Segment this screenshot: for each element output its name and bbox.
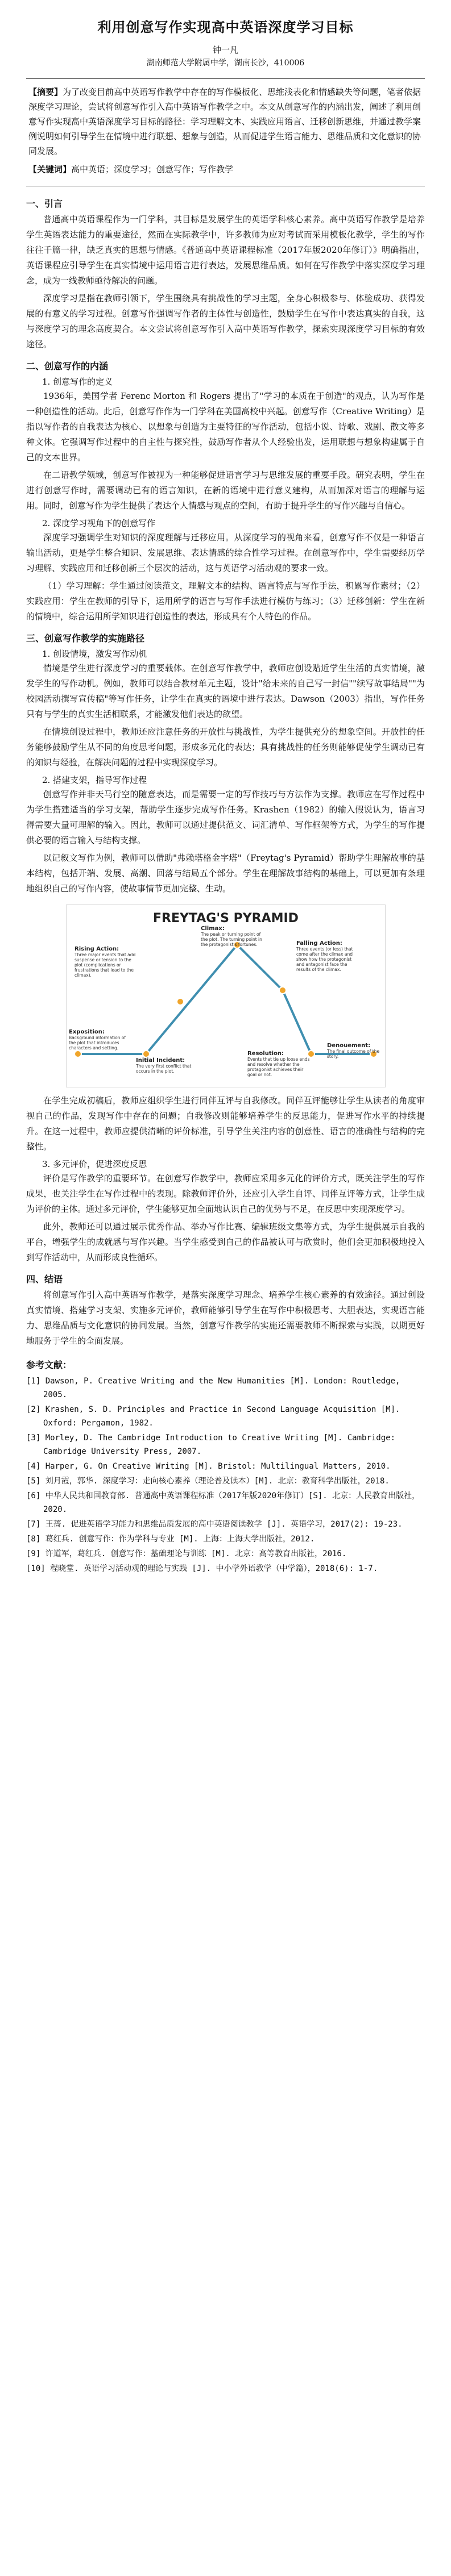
keywords-text: 高中英语；深度学习；创意写作；写作教学 [71,164,234,174]
plot-desc-falling: Three events (or less) that come after the climax and show how the protagonist and antagonist face the results of the climax. [296,947,353,972]
subsection-heading: 3. 多元评价，促进深度反思 [42,1159,147,1169]
subsection-heading: 2. 搭建支架，指导写作过程 [42,775,147,785]
plot-label-falling: Falling Action: [296,940,342,947]
plot-desc-wrap-denouement [327,1049,385,1074]
plot-label-resolution: Resolution: [247,1051,284,1057]
plot-point-falling [279,987,286,994]
plot-label-exposition: Exposition: [68,1029,105,1035]
reference-item: [5] 刘月霞，郭华. 深度学习：走向核心素养（理论普及读本）[M]. 北京：教育科学出版社，2018. [26,1477,390,1486]
body-paragraph: （1）学习理解：学生通过阅读范文，理解文本的结构、语言特点与写作手法，积累写作素材；（2）实践应用：学生在教师的引导下，运用所学的语言与写作手法进行模仿与练习；（3）迁移创新：学生在新的情境中，综合运用所学知识进行创造性的表达，形成具有个人特色的作品。 [26,581,425,622]
keywords-label: 【关键词】 [28,164,72,174]
section-heading: 一、引言 [26,198,63,209]
author-name: 钟一凡 [212,45,238,55]
references-list [26,1374,425,1575]
body-paragraph: 普通高中英语课程作为一门学科，其目标是发展学生的英语学科核心素养。高中英语写作教学是培养学生英语表达能力的重要途径，然而在实际教学中，许多教师为应对考试而采用模板化教学，学生的写作往往千篇一律，缺乏真实的思想与情感。《普通高中英语课程标准（2017年版2020年修订）》明确指出，英语课程应引导学生在真实情境中运用语言进行表达，发展思维品质。如何在写作教学中落实深度学习理念，成为一线教师亟待解决的问题。 [26,214,425,286]
body-paragraph: 在学生完成初稿后，教师应组织学生进行同伴互评与自我修改。同伴互评能够让学生从读者的角度审视自己的作品，发现写作中存在的问题；自我修改则能够培养学生的反思能力，促进写作水平的持续提升。在这一过程中，教师应提供清晰的评价标准，引导学生关注内容的创意性、语言的准确性与结构的完整性。 [26,1095,425,1152]
plot-desc-climax: The peak or turning point of the plot. The turning point in the protagonist's fortunes. [200,932,262,947]
plot-desc-resolution: Events that tie up loose ends and resolve whether the protagonist achieves their goal or not. [247,1057,310,1077]
section-heading: 二、创意写作的内涵 [26,361,109,372]
reference-item: [10] 程晓堂. 英语学习活动观的理论与实践 [J]. 中小学外语教学（中学篇），2018(6): 1-7. [26,1564,378,1573]
keywords [28,162,423,177]
section-heading: 三、创意写作教学的实施路径 [26,633,145,644]
body-paragraph: 在二语教学领域，创意写作被视为一种能够促进语言学习与思维发展的重要手段。研究表明，学生在进行创意写作时，需要调动已有的语言知识，在新的语境中进行意义建构，从而加深对语言的理解与运用。同时，创意写作为学生提供了表达个人情感与观点的空间，有助于提升学生的写作兴趣与自信心。 [26,470,425,511]
body-paragraph: 创意写作并非天马行空的随意表达，而是需要一定的写作技巧与方法作为支撑。教师应在写作过程中为学生搭建适当的学习支架，帮助学生逐步完成写作任务。Krashen（1982）的输入假说认为，语言习得需要大量可理解的输入。因此，教师可以通过提供范文、词汇清单、写作框架等方式，为学生的写作提供必要的语言输入与结构支撑。 [26,789,425,845]
reference-item: [6] 中华人民共和国教育部. 普通高中英语课程标准（2017年版2020年修订）[S]. 北京：人民教育出版社，2020. [26,1491,420,1514]
paper-body [26,197,425,1349]
reference-item: [2] Krashen, S. D. Principles and Practice in Second Language Acquisition [M]. Oxford: Pergamon, 1982. [26,1405,400,1428]
body-paragraph: 1936年，美国学者 Ferenc Morton 和 Rogers 提出了"学习的本质在于创造"的观点，认为写作是一种创造性的活动。此后，创意写作作为一门学科在美国高校中兴起。创意写作（Creative Writing）是指以写作者的自我表达为核心、以想象与创造为主要特征的写作活动，包括小说、诗歌、戏剧、散文等多种文体。它强调写作过程中的自主性与探究性，鼓励写作者从个人经验出发，运用联想与想象构建属于自己的文本世界。 [26,391,425,462]
abstract [28,85,423,159]
plot-desc-exposition: Background information of the plot that introduces characters and setting. [68,1035,126,1051]
plot-desc-wrap-incident [136,1064,200,1087]
pyramid-svg [67,905,385,1087]
body-paragraph: 以记叙文写作为例，教师可以借助"弗赖塔格金字塔"（Freytag's Pyramid）帮助学生理解故事的基本结构，包括开端、发展、高潮、回落与结局五个部分。学生在理解故事结构的基础上，可以更加有条理地组织自己的写作内容，使故事情节更加完整、生动。 [26,853,425,894]
reference-item: [3] Morley, D. The Cambridge Introduction to Creative Writing [M]. Cambridge: Cambridge University Press, 2007. [26,1433,396,1456]
body-paragraph: 此外，教师还可以通过展示优秀作品、举办写作比赛、编辑班级文集等方式，为学生提供展示自我的平台，增强学生的成就感与写作兴趣。当学生感受到自己的作品被认可与欣赏时，他们会更加积极地投入到写作活动中，从而形成良性循环。 [26,1222,425,1262]
plot-desc-incident: The very first conflict that occurs in the plot. [135,1064,191,1074]
section-heading: 四、结语 [26,1274,63,1285]
plot-desc-denouement: The final outcome of the story. [326,1049,379,1059]
plot-desc-wrap-rising [75,952,138,977]
plot-desc-rising: Three major events that add suspense or tension to the plot (complications or frustrations that lead to the climax). [74,952,135,977]
paper-title: 利用创意写作实现高中英语深度学习目标 [97,19,354,35]
body-paragraph: 深度学习是指在教师引领下，学生围绕具有挑战性的学习主题，全身心积极参与、体验成功、获得发展的有意义的学习过程。创意写作强调写作者的主体性与创造性，鼓励学生在写作中表达真实的自我，这与深度学习的理念高度契合。本文尝试将创意写作引入高中英语写作教学，探索实现深度学习目标的有效途径。 [26,293,425,349]
freytag-pyramid-figure [66,904,386,1087]
reference-item: [9] 许道军，葛红兵. 创意写作：基础理论与训练 [M]. 北京：高等教育出版社，2016. [26,1549,347,1558]
body-paragraph: 在情境创设过程中，教师还应注意任务的开放性与挑战性，为学生提供充分的想象空间。开放性的任务能够鼓励学生从不同的角度思考问题，形成多元化的表达；具有挑战性的任务则能够促使学生调动已有的知识与经验，在解决问题的过程中实现深度学习。 [26,727,425,768]
reference-item: [7] 王蔷. 促进英语学习能力和思维品质发展的高中英语阅读教学 [J]. 英语学习，2017(2): 19-23. [26,1520,403,1529]
reference-item: [1] Dawson, P. Creative Writing and the New Humanities [M]. London: Routledge, 2005. [26,1377,400,1399]
plot-desc-wrap-exposition [69,1035,133,1060]
abstract-label: 【摘要】 [28,87,63,97]
subsection-heading: 1. 创设情境，激发写作动机 [42,649,147,659]
body-paragraph: 将创意写作引入高中英语写作教学，是落实深度学习理念、培养学生核心素养的有效途径。通过创设真实情境、搭建学习支架、实施多元评价，教师能够引导学生在写作中积极思考、大胆表达，实现语言能力、思维品质与文化意识的协同发展。当然，创意写作教学的实施还需要教师不断探索与实践，以期更好地服务于学生的全面发展。 [26,1290,425,1346]
plot-label-denouement: Denouement: [326,1043,370,1049]
author-affiliation: 湖南师范大学附属中学，湖南长沙，410006 [146,59,305,68]
abstract-block [26,78,425,186]
figure-title: FREYTAG'S PYRAMID [152,911,299,926]
body-paragraph: 深度学习强调学生对知识的深度理解与迁移应用。从深度学习的视角来看，创意写作不仅是一种语言输出活动，更是学生整合知识、发展思维、表达情感的综合性学习过程。在创意写作中，学生需要经历学习理解、实践应用和迁移创新三个层次的活动，这与英语学习活动观的要求一致。 [26,532,425,573]
references-title: 参考文献： [26,1360,72,1370]
plot-desc-wrap-resolution [247,1057,311,1082]
plot-desc-wrap-falling [296,947,360,972]
reference-item: [4] Harper, G. On Creative Writing [M]. Bristol: Multilingual Matters, 2010. [26,1462,391,1471]
body-paragraph: 情境是学生进行深度学习的重要载体。在创意写作教学中，教师应创设贴近学生生活的真实情境，激发学生的写作动机。例如，教师可以结合教材单元主题，设计"给未来的自己写一封信""续写故事结局""为校园活动撰写宣传稿"等写作任务，让学生在真实的语境中进行表达。Dawson（2003）指出，写作任务只有与学生的真实生活相联系，才能激发他们表达的欲望。 [26,663,425,719]
plot-label-climax: Climax: [200,926,225,932]
subsection-heading: 1. 创意写作的定义 [42,377,113,387]
reference-item: [8] 葛红兵. 创意写作：作为学科与专业 [M]. 上海：上海大学出版社，2012. [26,1535,315,1544]
body-paragraph: 评价是写作教学的重要环节。在创意写作教学中，教师应采用多元化的评价方式，既关注学生的写作成果，也关注学生在写作过程中的表现。除教师评价外，还应引入学生自评、同伴互评等方式，让学生成为评价的主体。通过多元评价，学生能够更加全面地认识自己的优势与不足，在反思中实现深度学习。 [26,1173,425,1214]
plot-point-incident [143,1051,150,1057]
plot-label-rising: Rising Action: [74,946,119,952]
plot-desc-wrap-climax [201,932,264,957]
plot-point-rising [177,998,184,1005]
plot-label-incident: Initial Incident: [135,1057,185,1064]
abstract-text: 为了改变目前高中英语写作教学中存在的写作模板化、思维浅表化和情感缺失等问题，笔者依据深度学习理论，尝试将创意写作引入高中英语写作教学之中。本文从创意写作的内涵出发，阐述了利用创意写作实现高中英语深度学习目标的路径：学习理解文本、实践应用语言、迁移创新思维，并通过教学案例说明如何引导学生在情境中进行联想、想象与创造，从而促进学生语言能力、思维品质和文化意识的协同发展。 [28,87,421,156]
subsection-heading: 2. 深度学习视角下的创意写作 [42,518,156,528]
